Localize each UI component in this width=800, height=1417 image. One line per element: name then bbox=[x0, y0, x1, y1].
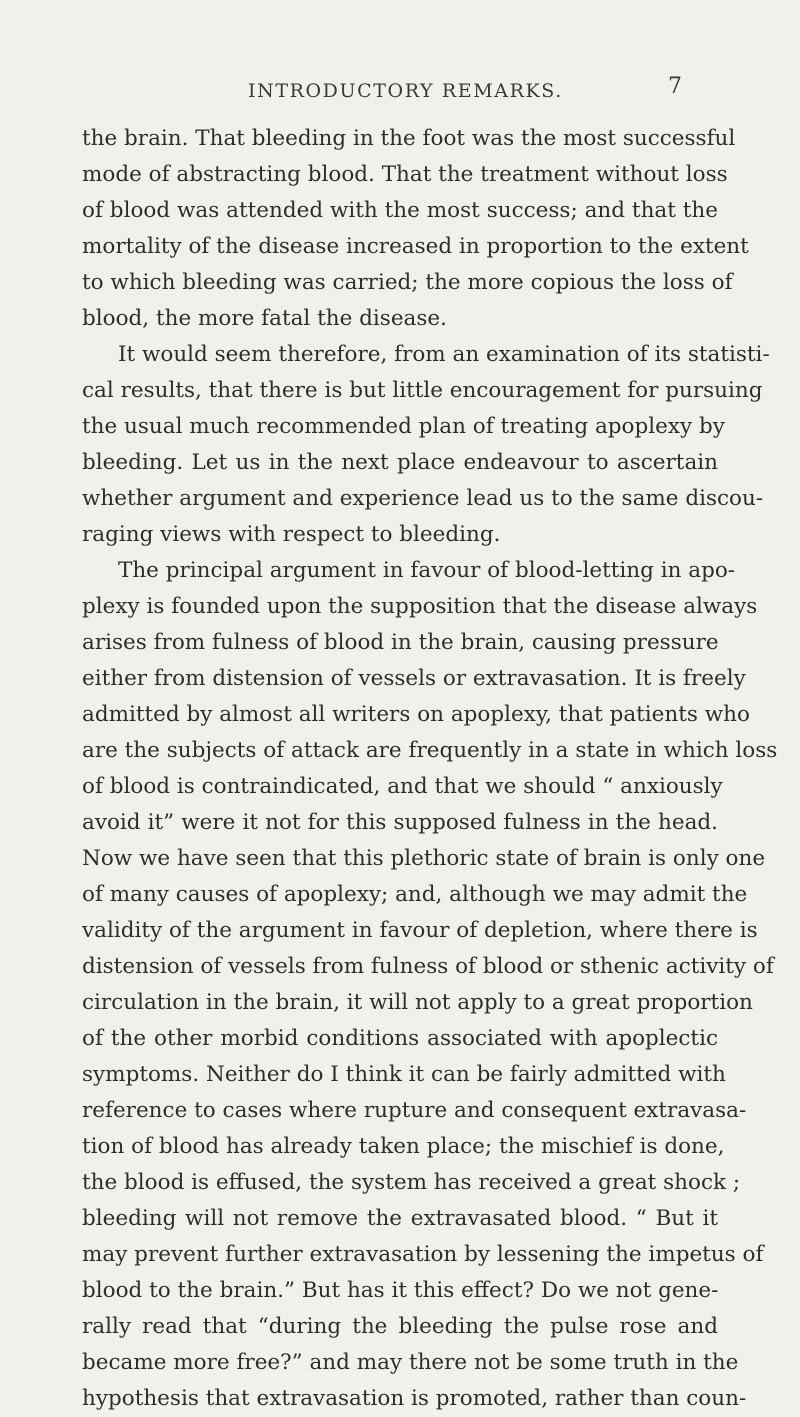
text-line: bleeding. Let us in the next place endeavour to ascertain bbox=[82, 450, 718, 475]
text-line: circulation in the brain, it will not apply to a great proportion bbox=[82, 990, 753, 1015]
text-line: validity of the argument in favour of depletion, where there is bbox=[82, 918, 758, 943]
text-line: of blood was attended with the most success; and that the bbox=[82, 198, 718, 223]
text-line: of many causes of apoplexy; and, although we may admit the bbox=[82, 882, 748, 907]
text-line: admitted by almost all writers on apoplexy, that patients who bbox=[82, 702, 750, 727]
text-line: rally read that “during the bleeding the pulse rose and bbox=[82, 1314, 718, 1339]
text-line: bleeding will not remove the extravasated blood. “ But it bbox=[82, 1206, 718, 1231]
page-number: 7 bbox=[668, 74, 682, 99]
text-line: of the other morbid conditions associated with apoplectic bbox=[82, 1026, 718, 1051]
text-line: may prevent further extravasation by lessening the impetus of bbox=[82, 1242, 764, 1267]
running-title: INTRODUCTORY REMARKS. bbox=[248, 80, 563, 102]
text-line: plexy is founded upon the supposition that the disease always bbox=[82, 594, 758, 619]
text-line: It would seem therefore, from an examination of its statisti- bbox=[118, 342, 770, 367]
text-line: avoid it” were it not for this supposed fulness in the head. bbox=[82, 810, 718, 835]
text-line: mode of abstracting blood. That the treatment without loss bbox=[82, 162, 728, 187]
text-line: are the subjects of attack are frequently in a state in which loss bbox=[82, 738, 778, 763]
text-line: reference to cases where rupture and consequent extravasa- bbox=[82, 1098, 747, 1123]
text-line: either from distension of vessels or extravasation. It is freely bbox=[82, 666, 746, 691]
text-line: arises from fulness of blood in the brain, causing pressure bbox=[82, 630, 719, 655]
page-header bbox=[0, 72, 800, 112]
text-line: the blood is effused, the system has received a great shock ; bbox=[82, 1170, 741, 1195]
text-line: cal results, that there is but little encouragement for pursuing bbox=[82, 378, 763, 403]
text-line: of blood is contraindicated, and that we should “ anxiously bbox=[82, 774, 723, 799]
text-line: mortality of the disease increased in proportion to the extent bbox=[82, 234, 749, 259]
text-line: The principal argument in favour of blood-letting in apo- bbox=[118, 558, 736, 583]
text-line: blood to the brain.” But has it this effect? Do we not gene- bbox=[82, 1278, 719, 1303]
text-line: whether argument and experience lead us to the same discou- bbox=[82, 486, 764, 511]
text-line: the usual much recommended plan of treating apoplexy by bbox=[82, 414, 725, 439]
text-line: distension of vessels from fulness of blood or sthenic activity of bbox=[82, 954, 774, 979]
text-line: tion of blood has already taken place; the mischief is done, bbox=[82, 1134, 725, 1159]
text-line: hypothesis that extravasation is promoted, rather than coun- bbox=[82, 1386, 747, 1411]
text-line: blood, the more fatal the disease. bbox=[82, 306, 447, 331]
text-line: to which bleeding was carried; the more copious the loss of bbox=[82, 270, 733, 295]
text-line: the brain. That bleeding in the foot was the most successful bbox=[82, 126, 736, 151]
text-line: symptoms. Neither do I think it can be fairly admitted with bbox=[82, 1062, 726, 1087]
text-line: Now we have seen that this plethoric state of brain is only one bbox=[82, 846, 766, 871]
text-line: became more free?” and may there not be some truth in the bbox=[82, 1350, 739, 1375]
text-line: raging views with respect to bleeding. bbox=[82, 522, 501, 547]
